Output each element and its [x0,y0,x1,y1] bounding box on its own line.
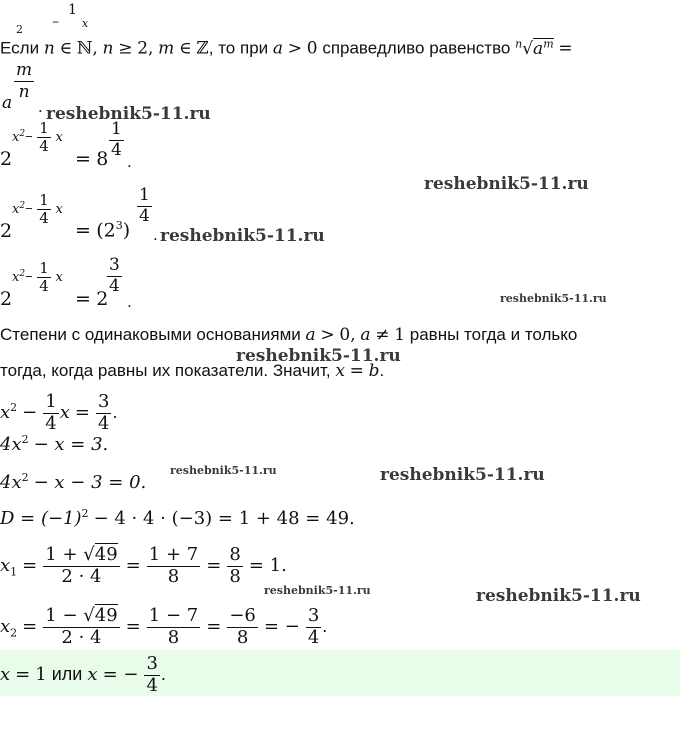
rule-line-1: Степени с одинаковыми основаниями a > 0, a ≠ 1 равны тогда и только [0,325,578,345]
equation-2: $4x^2 - x = 3$. [0,433,109,455]
step3-rhs: = 2 [75,288,109,310]
equation-1: $x^2$ − $\frac{1}{4}$ x = $\frac{3}{4}$ . [0,391,118,434]
root-x1: $x_1$ = $\frac{1 + √49}{2 \cdot 4}$ = $\frac{1 + 7}{8}$ = $\frac{8}{8}$ = 1. [0,544,287,587]
step3-base: 2 [0,288,13,310]
watermark: reshebnik5-11.ru [500,292,607,305]
step2-rhs: = $(2^3)$ [75,219,131,242]
intro-result-exponent: m n [16,60,33,102]
step2-rhs-exponent: $\frac{1}{4}$ [139,185,150,226]
watermark: reshebnik5-11.ru [476,586,641,606]
nth-root: $^n√a^m$ [515,37,554,59]
top-fragment-x: x [82,17,89,30]
step1-rhs-exponent: $\frac{1}{4}$ [111,119,122,160]
step1-exponent: $x^2-$ $\frac{1}{4}$ x [12,119,63,156]
step2-exponent: $x^2-$ $\frac{1}{4}$ x [12,191,63,228]
step2-dot: . [153,225,158,244]
watermark: reshebnik5-11.ru [160,226,325,246]
equation-3: $4x^2 - x - 3 = 0$. [0,471,147,493]
intro-result-base: a [2,93,13,113]
step3-dot: . [127,292,132,311]
discriminant: $D = (-1)^2 - 4 \cdot 4 \cdot (-3) = 1 + 48 = 49$. [0,507,355,529]
step2-base: 2 [0,220,13,242]
watermark: reshebnik5-11.ru [380,465,545,485]
top-fragment-minus: − [52,15,60,29]
watermark: reshebnik5-11.ru [264,584,371,597]
watermark: reshebnik5-11.ru [236,346,401,366]
root-x2: $x_2$ = $\frac{1 - √49}{2 \cdot 4}$ = $\frac{1 - 7}{8}$ = $\frac{-6}{8}$ = − $\frac{3}{4}$ . [0,605,328,648]
step3-exponent: $x^2-$ $\frac{1}{4}$ x [12,259,63,296]
watermark: reshebnik5-11.ru [170,464,277,477]
step1-rhs: = 8 [75,148,109,170]
answer-line: x = 1 или x = − $\frac{3}{4}$ . [0,653,166,696]
rule-line-2: тогда, когда равны их показатели. Значит, x = b. [0,361,385,381]
top-fragment-base: 2 [16,23,23,36]
watermark: reshebnik5-11.ru [46,104,211,124]
top-fragment-one: 1 [68,2,77,18]
step3-rhs-exponent: $\frac{3}{4}$ [109,255,120,296]
step1-base: 2 [0,148,13,170]
watermark: reshebnik5-11.ru [424,174,589,194]
step1-dot: . [127,152,132,171]
intro-line: Если n ∈ ℕ, n ≥ 2, m ∈ ℤ, то при a > 0 справедливо равенство $^n√a^m$ = [0,37,573,59]
intro-dot: . [38,97,43,116]
